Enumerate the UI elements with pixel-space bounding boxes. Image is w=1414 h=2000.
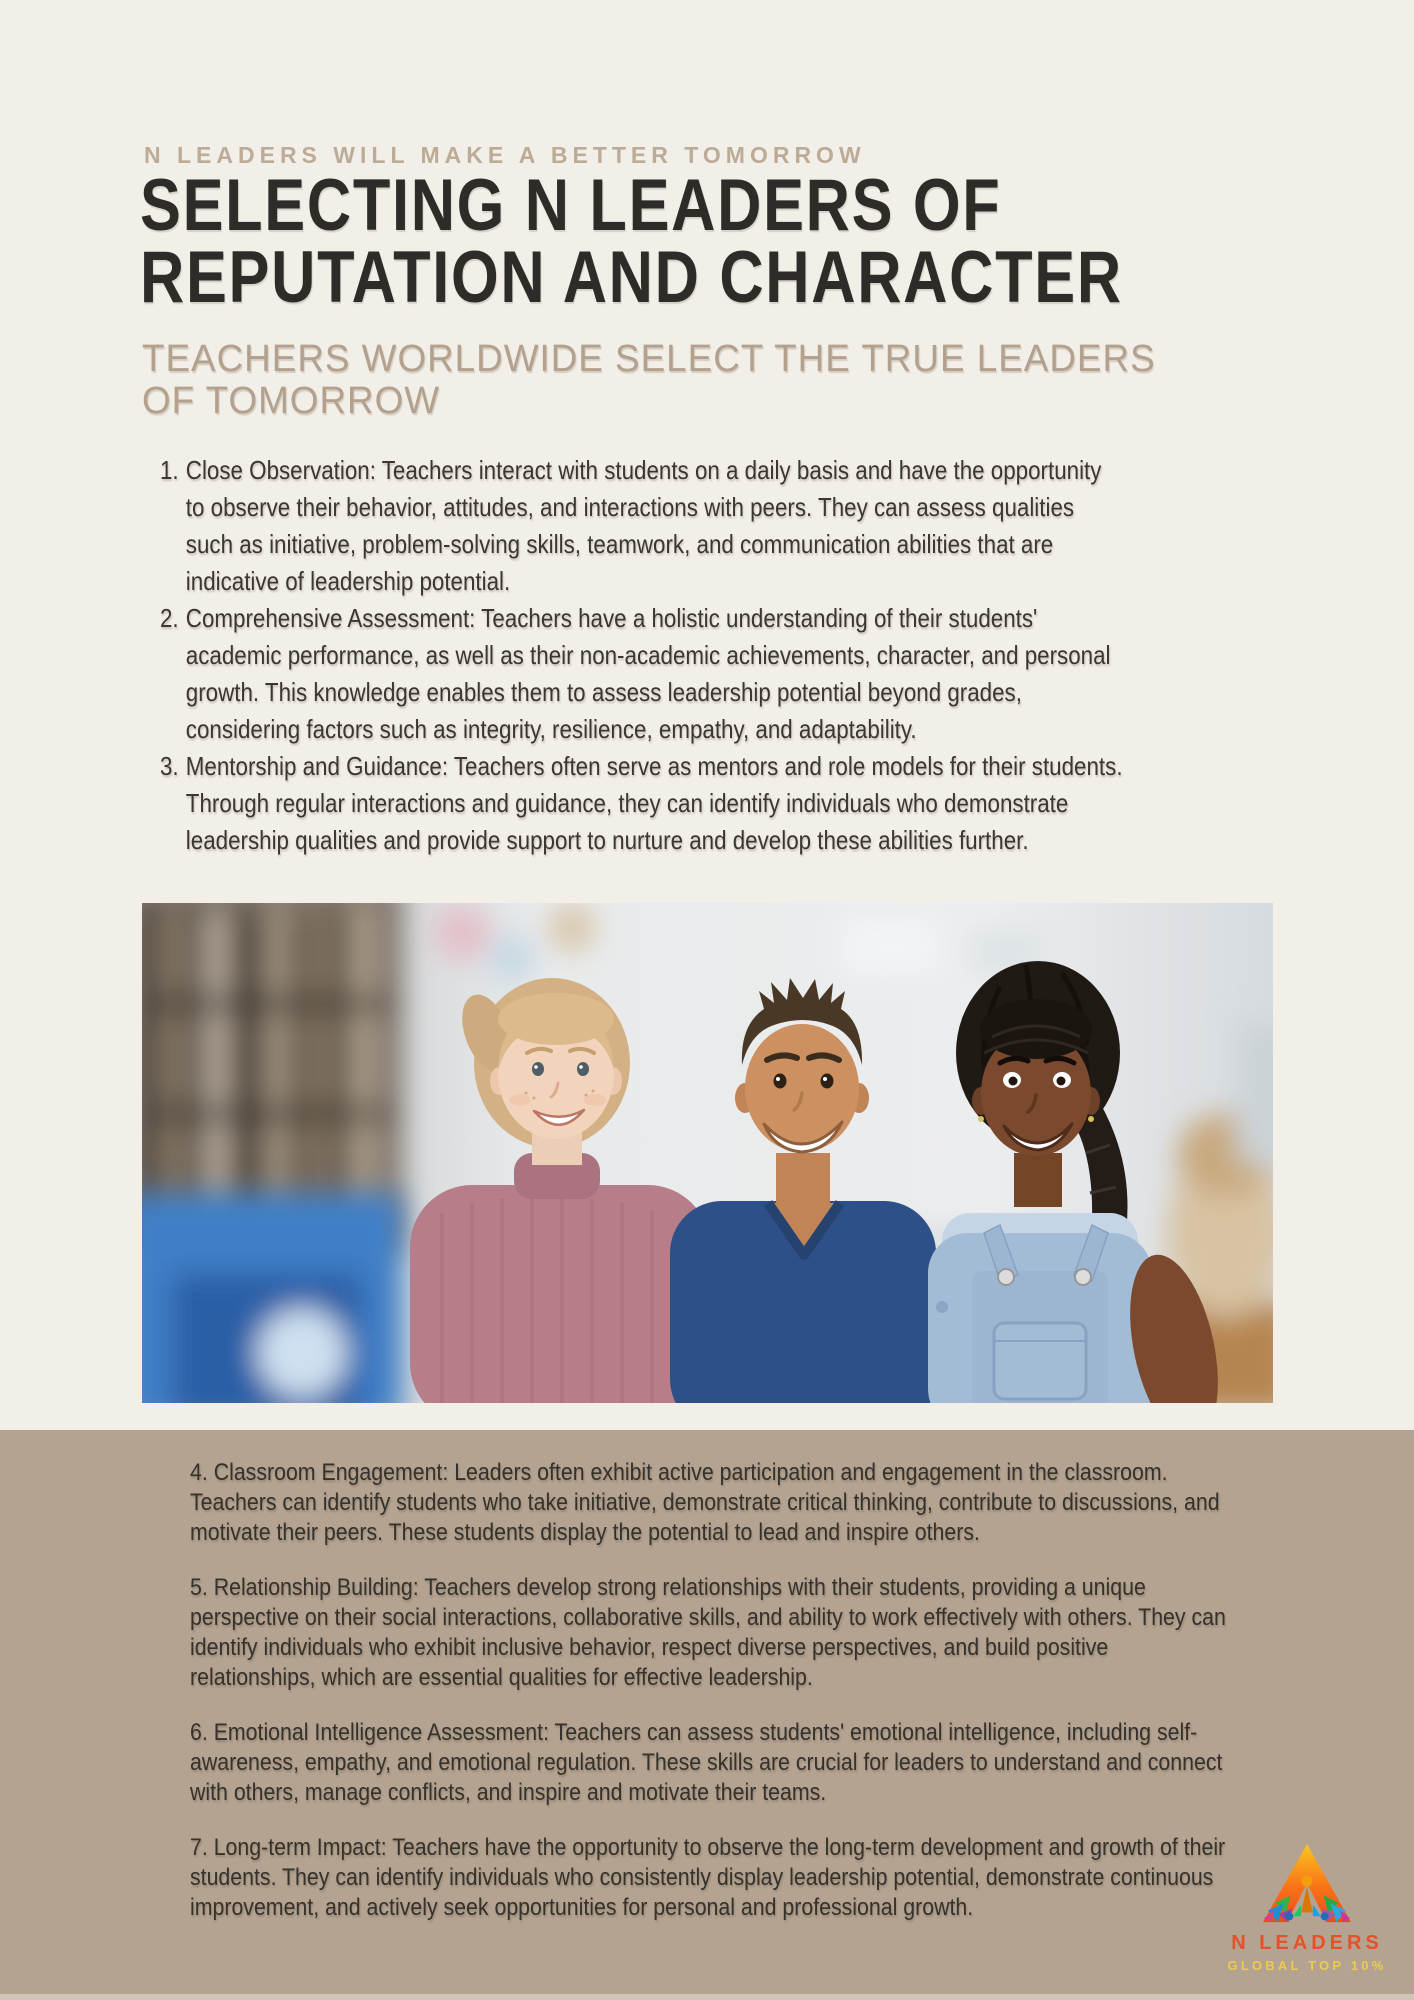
footer-strip	[0, 1994, 1414, 2000]
paragraph-item: 4. Classroom Engagement: Leaders often exhibit active participation and engagement in the classroom. Teachers can identify students who take initiative, demonstrate critical thinking, contribute to discussions, and motivate their peers. These students display the potential to lead and inspire others.	[190, 1459, 1220, 1546]
list-item-text: Close Observation: Teachers interact with students on a daily basis and have the opportunity to observe their behavior, attitudes, and interactions with peers. They can assess qualities such as initiative, problem-solving skills, teamwork, and communication abilities that are indicative of leadership potential.	[185, 455, 1102, 596]
title-line-1: SELECTING N LEADERS OF	[140, 165, 1002, 246]
classroom-photo	[142, 903, 1273, 1403]
page-subtitle	[142, 338, 1156, 422]
photo-blue-cabinet-blur	[142, 1193, 402, 1403]
bottom-section	[0, 1430, 1414, 2000]
list-item-number: 1.	[160, 455, 179, 485]
paragraph-item: 6. Emotional Intelligence Assessment: Teachers can assess students' emotional intelligence, including self-awareness, empathy, and emotional regulation. These skills are crucial for leaders to understand and connect with others, manage conflicts, and inspire and motivate their teams.	[190, 1719, 1223, 1806]
page-title	[140, 165, 1123, 318]
list-item	[160, 452, 1123, 600]
list-item	[160, 600, 1123, 748]
brand-logo	[1222, 1842, 1392, 1973]
paragraph-item: 5. Relationship Building: Teachers develop strong relationships with their students, providing a unique perspective on their social interactions, collaborative skills, and ability to work effectively with others. They can identify individuals who exhibit inclusive behavior, respect diverse perspectives, and build positive relationships, which are essential qualities for effective leadership.	[190, 1574, 1226, 1691]
list-item	[160, 748, 1123, 859]
title-line-2: REPUTATION AND CHARACTER	[140, 237, 1123, 318]
logo-tagline-text: GLOBAL TOP 10%	[1227, 1958, 1387, 1973]
subtitle-line-2: OF TOMORROW	[142, 380, 441, 422]
subtitle-line-1: TEACHERS WORLDWIDE SELECT THE TRUE LEADERS	[142, 338, 1156, 380]
list-item-number: 2.	[160, 603, 179, 633]
list-item-text: Mentorship and Guidance: Teachers often serve as mentors and role models for their students. Through regular interactions and guidance, they can identify individuals who demonstrate leadership qualities and provide support to nurture and develop these abilities further.	[185, 751, 1123, 855]
logo-triangle-icon	[1257, 1842, 1357, 1930]
logo-brand-text: N LEADERS	[1231, 1932, 1383, 1954]
paragraph-item: 7. Long-term Impact: Teachers have the opportunity to observe the long-term development and growth of their students. They can identify individuals who consistently display leadership potential, demonstrate continuous improvement, and actively seek opportunities for personal and professional growth.	[190, 1834, 1226, 1921]
list-item-number: 3.	[160, 751, 179, 781]
classroom-photo-illustration	[142, 903, 1273, 1403]
bottom-paragraph-list	[190, 1458, 1234, 1948]
list-item-text: Comprehensive Assessment: Teachers have a holistic understanding of their students' academic performance, as well as their non-academic achievements, character, and personal growth. This knowledge enables them to assess leadership potential beyond grades, considering factors such as integrity, resilience, empathy, and adaptability.	[185, 603, 1111, 744]
numbered-list	[160, 452, 1123, 859]
eyebrow-text: N LEADERS WILL MAKE A BETTER TOMORROW	[144, 142, 866, 168]
